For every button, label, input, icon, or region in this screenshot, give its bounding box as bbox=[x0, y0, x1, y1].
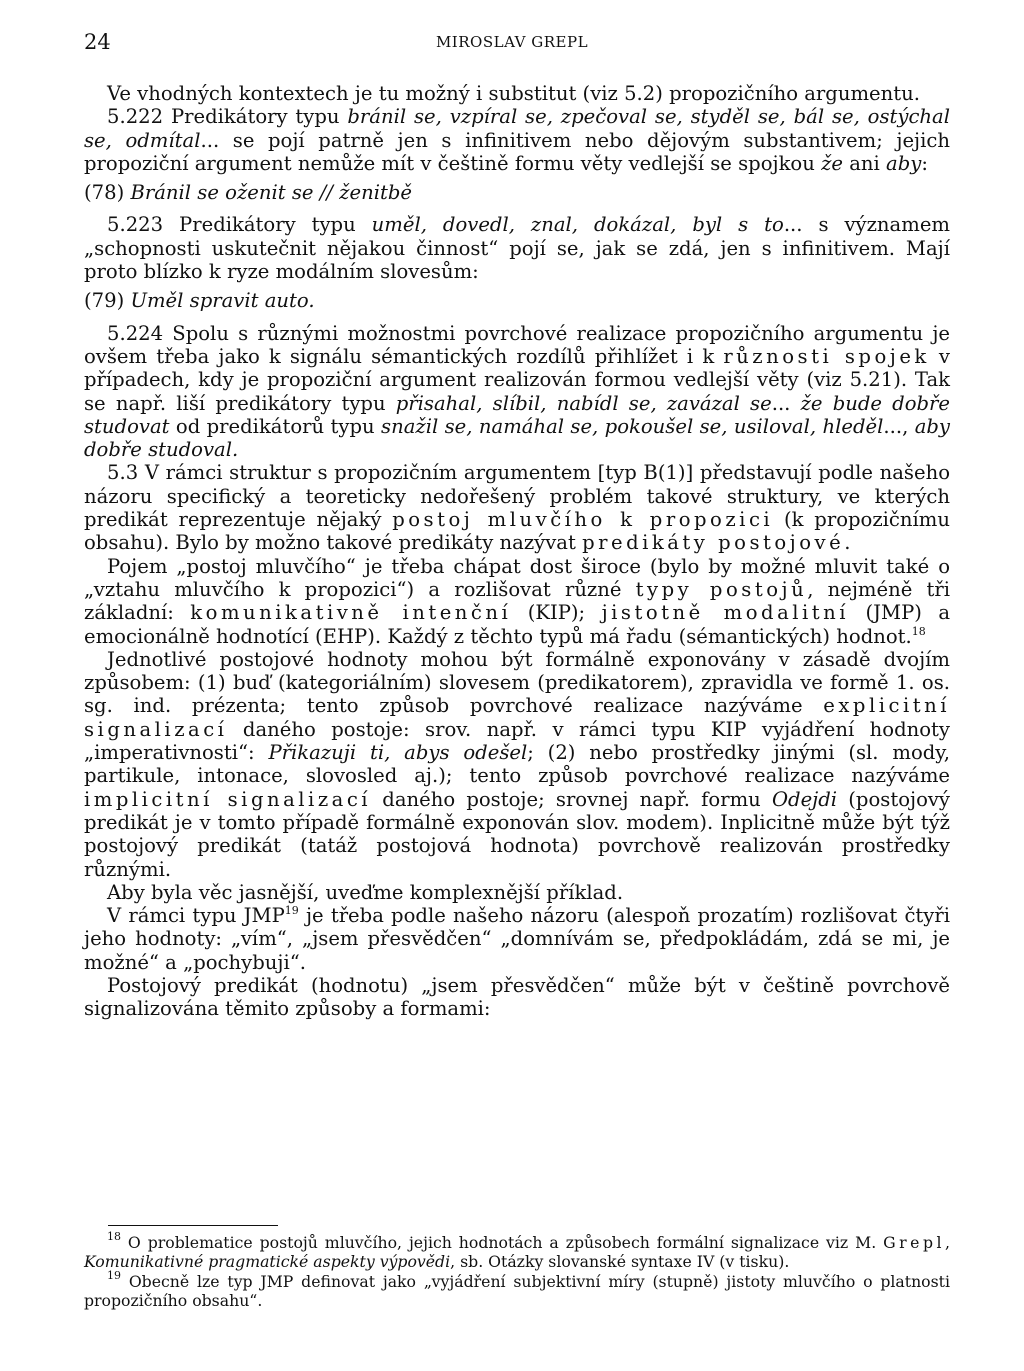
italic-text: snažil se, namáhal se, pokoušel se, usiloval, hleděl bbox=[381, 414, 884, 438]
paragraph-p9 bbox=[84, 904, 950, 974]
italic-text: aby bbox=[886, 151, 922, 175]
text-run: (78) bbox=[84, 181, 131, 205]
text-run: V rámci typu JMP bbox=[107, 904, 285, 928]
italic-text: Bránil se oženit se // ženitbě bbox=[130, 181, 412, 205]
footnote-marker: 18 bbox=[911, 624, 926, 638]
text-run: 5.3 V rámci struktur s propozičním argumentem [typ B(1)] představují podle našeho názoru specifický a teoreticky nedořešený problém takové struktury, ve kterých predikát reprezentuje nějaký bbox=[84, 461, 950, 532]
italic-text: že bbox=[821, 151, 844, 175]
text-run: (JMP) a emocionálně hodnotící (EHP). Každý z těchto typů má řadu (sémantických) hodnot. bbox=[84, 601, 950, 648]
spaced-emphasis: predikáty postojové bbox=[582, 531, 845, 555]
page-header bbox=[84, 30, 940, 56]
spaced-emphasis: implicitní signalizací bbox=[84, 787, 372, 811]
text-run: daného postoje: srov. např. v rámci typu KIP vyjádření hodnoty „imperativnosti“: bbox=[84, 717, 950, 765]
spaced-emphasis: typy postojů bbox=[635, 577, 808, 601]
spaced-emphasis: jistotně modalitní bbox=[601, 601, 850, 625]
main-text bbox=[84, 82, 950, 1021]
italic-text: že bude dobře studovat bbox=[84, 391, 951, 438]
paragraph-p10 bbox=[84, 974, 950, 1021]
text-run: Jednotlivé postojové hodnoty mohou být formálně exponovány v zásadě dvojím způsobem: (1) buď (kategoriálním) slovesem (predikatorem), zpravidla ve formě 1. os. sg. ind. prézenta; tento způsob povrchové realizace nazýváme bbox=[84, 647, 950, 718]
text-run: ... bbox=[771, 391, 801, 415]
text-run: , nejméně tři základní: bbox=[84, 577, 950, 625]
example-79 bbox=[84, 289, 950, 312]
paragraph-p8 bbox=[84, 881, 950, 904]
italic-text: aby dobře studoval. bbox=[84, 414, 950, 462]
footnote-marker: 19 bbox=[107, 1269, 121, 1283]
text-run: : bbox=[921, 151, 928, 175]
text-run: ... s významem „schopnosti uskutečnit nějakou činnost“ pojí se, jak se zdá, jen s infinitivem. Mají proto blízko k ryze modálním slovesům: bbox=[84, 213, 950, 284]
footnote-marker: 19 bbox=[284, 904, 299, 918]
text-run: Obecně lze typ JMP definovat jako „vyjádření subjektivní míry (stupně) jistoty mluvčího o platnosti propozičního obsahu“. bbox=[84, 1272, 950, 1310]
paragraph-p1 bbox=[84, 82, 950, 105]
example-78 bbox=[84, 181, 950, 204]
spaced-emphasis: komunikativně intenční bbox=[190, 601, 512, 625]
paragraph-p5 bbox=[84, 461, 950, 554]
text-run: . bbox=[844, 531, 851, 555]
italic-text: uměl, dovedl, znal, dokázal, byl s to bbox=[371, 213, 784, 237]
text-run: Ve vhodných kontextech je tu možný i substitut (viz 5.2) propozičního argumentu. bbox=[107, 82, 920, 105]
footnotes bbox=[84, 1230, 950, 1310]
text-run: 5.222 Predikátory typu bbox=[107, 105, 348, 129]
spaced-emphasis: explicitní signalizací bbox=[84, 694, 950, 741]
text-run: daného postoje; srovnej např. formu bbox=[371, 787, 772, 811]
text-run: ; (2) nebo prostředky jinými (sl. mody, partikule, intonace, slovosled aj.); tento způsob povrchové realizace nazýváme bbox=[84, 741, 950, 788]
footnote-18 bbox=[84, 1230, 950, 1271]
running-head: MIROSLAV GREPL bbox=[435, 33, 589, 51]
text-run: od predikátorů typu bbox=[169, 414, 382, 438]
footnote-separator bbox=[108, 1225, 278, 1226]
page-number: 24 bbox=[84, 30, 111, 54]
text-run: ... se pojí patrně jen s infinitivem nebo dějovým substantivem; jejich propoziční argument nemůže mít v češtině formu věty vedlejší se spojkou bbox=[84, 128, 950, 175]
text-run: Pojem „postoj mluvčího“ je třeba chápat dost široce (bylo by možné mluvit také o „vztahu mluvčího k propozici“) a rozlišovat různé bbox=[84, 554, 950, 601]
italic-text: přisahal, slíbil, nabídl se, zavázal se bbox=[395, 391, 772, 415]
italic-text: Odejdi bbox=[771, 787, 838, 811]
text-run: (postojový predikát je v tomto případě formálně exponován slov. modem). Inplicitně může být týž postojový predikát (tatáž postojová hodnota) povrchově realizován prostředky různými. bbox=[84, 787, 951, 881]
footnote-marker: 18 bbox=[107, 1230, 121, 1243]
italic-text: bránil se, vzpíral se, zpečoval se, styděl se, bál se, ostýchal se, odmítal bbox=[84, 105, 951, 152]
italic-text: Komunikativné pragmatické aspekty výpovědi bbox=[84, 1251, 451, 1271]
italic-text: Uměl spravit auto. bbox=[130, 289, 315, 313]
text-run: Postojový predikát (hodnotu) „jsem přesvědčen“ může být v češtině povrchově signalizována těmito způsoby a formami: bbox=[84, 973, 950, 1021]
text-run: Aby byla věc jasnější, uveďme komplexnější příklad. bbox=[107, 880, 624, 904]
spaced-emphasis: Grepl bbox=[883, 1233, 945, 1252]
text-run: v případech, kdy je propoziční argument realizován formou vedlejší věty (viz 5.21). Tak se např. liší predikátory typu bbox=[84, 344, 950, 415]
text-run: , sb. Otázky slovanské syntaxe IV (v tisku). bbox=[450, 1251, 790, 1271]
spaced-emphasis: různosti spojek bbox=[723, 344, 930, 368]
spaced-emphasis: postoj mluvčího k propozici bbox=[392, 508, 774, 532]
italic-text: Přikazuji ti, abys odešel bbox=[268, 741, 528, 765]
text-run: (k propozičnímu obsahu). Bylo by možno takové predikáty nazývat bbox=[84, 508, 950, 555]
text-run: (79) bbox=[84, 289, 131, 313]
paragraph-p7 bbox=[84, 648, 950, 881]
text-run: ..., bbox=[883, 414, 915, 438]
paragraph-p4 bbox=[84, 322, 950, 462]
text-run: 5.224 Spolu s různými možnostmi povrchové realizace propozičního argumentu je ovšem třeba jako k signálu sémantických rozdílů přihlížet i k bbox=[84, 321, 950, 368]
text-run: je třeba podle našeho názoru (alespoň prozatím) rozlišovat čtyři jeho hodnoty: „vím“, „jsem přesvědčen“ „domnívám se, předpokládám, zdá se mi, je možné“ a „pochybuji“. bbox=[84, 904, 950, 974]
paragraph-p6 bbox=[84, 555, 950, 648]
footnote-19 bbox=[84, 1269, 950, 1310]
paragraph-p2 bbox=[84, 105, 950, 175]
text-run: 5.223 Predikátory typu bbox=[107, 213, 372, 237]
text-run: ani bbox=[843, 151, 887, 175]
text-run: O problematice postojů mluvčího, jejich hodnotách a způsobech formální signalizace viz M. bbox=[121, 1233, 884, 1252]
text-run: (KIP); bbox=[511, 601, 602, 625]
paragraph-p3 bbox=[84, 213, 950, 283]
text-run: , bbox=[945, 1233, 950, 1252]
